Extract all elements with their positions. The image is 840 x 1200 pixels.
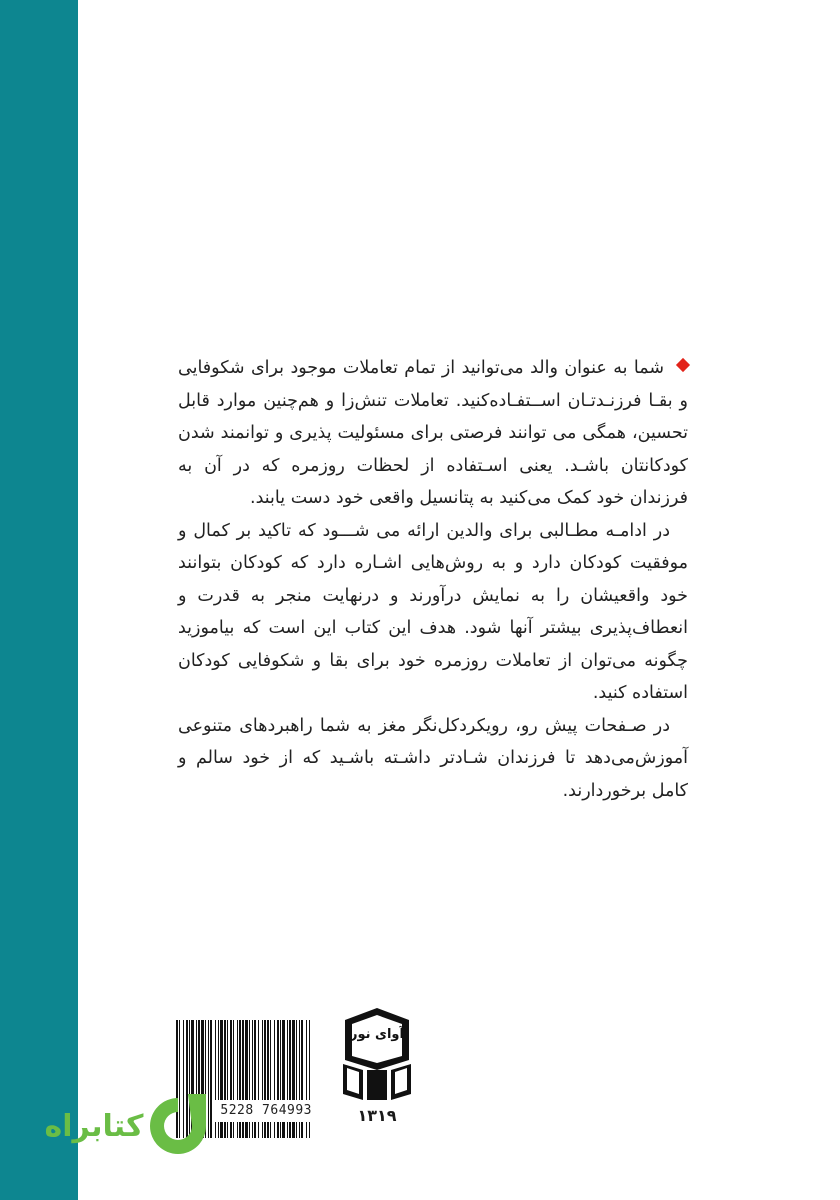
diamond-bullet-icon [676, 358, 690, 372]
publisher-logo-text: آوای نور [350, 1027, 404, 1042]
paragraph-1 [178, 352, 688, 515]
paragraph-1-text: شما به عنوان والد می‌توانید از تمام تعاملات موجود برای شکوفایی و بقـا فرزنـدتـان اســتفـاده‌کنید. تعاملات تنش‌زا و هم‌چنین موارد قابل تحسین، همگی می توانند فرصتی برای مسئولیت پذیری و توانمند شدن کودکانتان باشـد. یعنی اسـتفاده از لحظات روزمره که در آن به فرزندان خود کمک می‌کنید به پتانسیل واقعی خود دست یابند. [178, 358, 688, 508]
paragraph-3: در صـفحات پیش رو، رویکردکل‌نگر مغز به شما راهبردهای متنوعی آموزش‌می‌دهد تا فرزندان شـادتر داشـته باشـید که از خود سالم و کامل برخوردارند. [178, 715, 688, 801]
ketabrah-watermark: کتابراه [44, 1109, 144, 1144]
book-spine-band [0, 0, 78, 1200]
back-cover-text [178, 352, 688, 807]
paragraph-2: در ادامـه مطـالبی برای والدین ارائه می شـــود که تاکید بر کمال و موفقیت کودکان دارد و به روش‌هایی اشـاره دارد که کودکان بتوانند خود واقعیشان را به نمایش درآورند و درنهایت منجر به قدرت و انعطاف‌پذیری بیشتر آنها شود. هدف این کتاب این است که بیاموزید چگونه می‌توان از تعاملات روزمره خود برای بقا و شکوفایی کودکان استفاده کنید. [178, 520, 688, 703]
publisher-logo-icon [339, 1006, 415, 1102]
barcode-digits: 5228 764993 [212, 1100, 312, 1122]
publisher-code: ۱۳۱۹ [357, 1106, 397, 1125]
